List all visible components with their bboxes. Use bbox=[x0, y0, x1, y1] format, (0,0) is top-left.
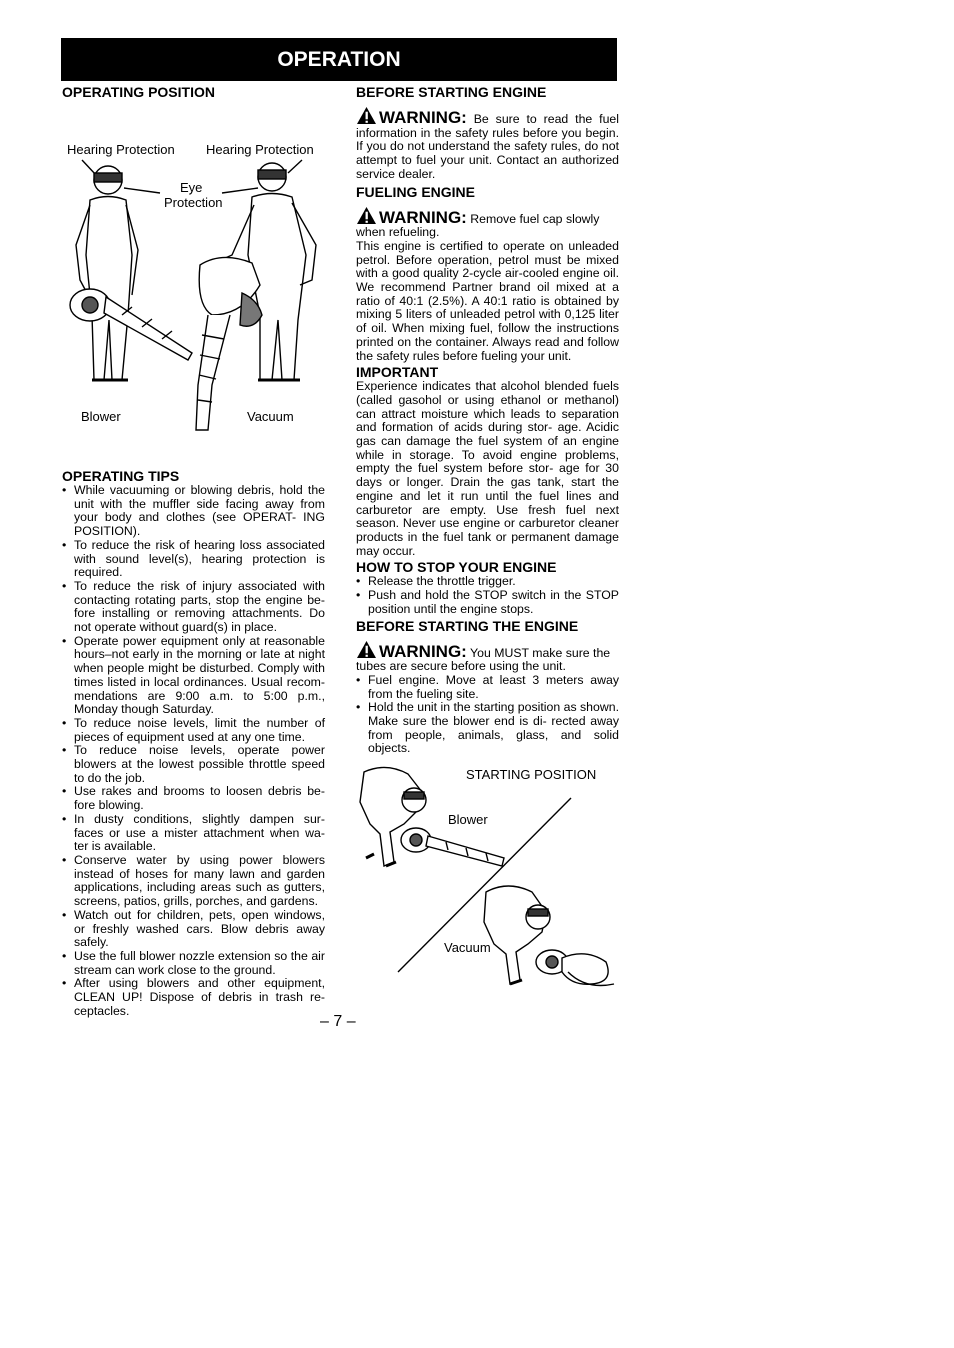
section-title-banner: OPERATION bbox=[61, 38, 617, 81]
operating-tips-heading: OPERATING TIPS bbox=[62, 468, 180, 484]
hearing-protection-right-label: Hearing Protection bbox=[206, 142, 314, 157]
starting-position-illustration bbox=[356, 762, 619, 997]
list-item: • While vacuuming or blowing debris, hold the unit with the muffler side facing away from your body and clothes (see OPERAT- ING POSITION). bbox=[62, 484, 325, 539]
fueling-engine-heading: FUELING ENGINE bbox=[356, 183, 476, 200]
vacuum-label: Vacuum bbox=[247, 409, 294, 424]
page-number: – 7 – bbox=[320, 1013, 356, 1030]
warning-word: WARNING: bbox=[379, 108, 467, 127]
before-starting-list bbox=[356, 674, 619, 756]
list-item: • In dusty conditions, slightly dampen sur- faces or use a mister attachment when wa- ter is available. bbox=[62, 813, 325, 854]
operating-position-figure bbox=[62, 100, 325, 435]
starting-vacuum-label: Vacuum bbox=[444, 940, 491, 956]
stop-engine-list bbox=[356, 575, 619, 616]
list-item: • Use rakes and brooms to loosen debris be- fore blowing. bbox=[62, 785, 325, 812]
list-item: • Watch out for children, pets, open windows, or freshly washed cars. Blow debris away safely. bbox=[62, 909, 325, 950]
list-item: • Conserve water by using power blowers instead of hoses for many lawn and garden applications, including areas such as gutters, screens, patios, grills, porches, and gardens. bbox=[62, 854, 325, 909]
before-starting-heading: BEFORE STARTING ENGINE bbox=[356, 84, 547, 100]
list-item: • Push and hold the STOP switch in the STOP position until the engine stops. bbox=[356, 589, 619, 616]
list-item: • To reduce the risk of injury associated with contacting rotating parts, stop the engine be- fore installing or removing attachments. Do not operate without guard(s) in place. bbox=[62, 580, 325, 635]
operating-position-heading: OPERATING POSITION bbox=[62, 84, 215, 100]
list-item: • Use the full blower nozzle extension so the air stream can work close to the ground. bbox=[62, 950, 325, 977]
operating-tips-list bbox=[62, 484, 325, 1018]
left-column bbox=[62, 84, 325, 1018]
warning-paragraph bbox=[356, 640, 619, 674]
right-column bbox=[356, 84, 619, 997]
warning-text: Remove fuel cap slowly when refueling. bbox=[356, 211, 600, 240]
list-item: • Fuel engine. Move at least 3 meters away from the fueling site. bbox=[356, 674, 619, 701]
blower-label: Blower bbox=[81, 409, 121, 424]
eye-label: Eye bbox=[180, 180, 203, 195]
warning-paragraph bbox=[356, 106, 619, 182]
hearing-protection-left-label: Hearing Protection bbox=[67, 142, 175, 157]
warning-word: WARNING: bbox=[379, 207, 467, 227]
warning-paragraph bbox=[356, 206, 619, 240]
warning-text: Be sure to read the fuel information in the safety rules before you begin. If you do not understand the safety rules, do not attempt to fuel your unit. Contact an authorized service dealer. bbox=[356, 112, 619, 181]
starting-position-figure bbox=[356, 762, 619, 997]
list-item: • Operate power equipment only at reasonable hours–not early in the morning or late at night when people might be disturbed. Comply with times listed in local ordinances. Usual recom- mendations are 9:00 a.m. to 5:00 p.m., Monday though Saturday. bbox=[62, 635, 325, 717]
fueling-text: This engine is certified to operate on unleaded petrol. Before operation, petrol must be mixed with a good quality 2-cycle air-cooled engine oil. We recommend Partner brand oil mixed at a ratio of 40:1 (2.5%). A 40:1 ratio is obtained by mixing 5 liters of unleaded petrol with 0,125 liter of oil. When mixing fuel, follow the instructions printed on the container. Always read and follow the safety rules before fueling your unit. bbox=[356, 238, 619, 363]
starting-blower-label: Blower bbox=[448, 812, 488, 828]
list-item: • To reduce the risk of hearing loss associated with sound level(s), hearing protection is required. bbox=[62, 539, 325, 580]
list-item: • After using blowers and other equipment, CLEAN UP! Dispose of debris in trash re- ceptacles. bbox=[62, 977, 325, 1018]
warning-text: You MUST make sure the tubes are secure before using the unit. bbox=[356, 645, 611, 674]
list-item: • Release the throttle trigger. bbox=[356, 575, 619, 589]
list-item: • Hold the unit in the starting position as shown. Make sure the blower end is di- rected away from people, animals, glass, and solid objects. bbox=[356, 701, 619, 756]
stop-engine-heading: HOW TO STOP YOUR ENGINE bbox=[356, 559, 557, 576]
warning-icon bbox=[356, 206, 377, 225]
warning-icon bbox=[356, 640, 377, 659]
list-item: • To reduce noise levels, operate power blowers at the lowest possible throttle speed to do the job. bbox=[62, 744, 325, 785]
warning-word: WARNING: bbox=[379, 641, 467, 661]
important-heading: IMPORTANT bbox=[356, 364, 439, 381]
operators-illustration bbox=[62, 155, 325, 435]
starting-position-label: STARTING POSITION bbox=[466, 767, 597, 783]
list-item: • To reduce noise levels, limit the number of pieces of equipment used at any one time. bbox=[62, 717, 325, 744]
warning-icon bbox=[356, 106, 377, 125]
before-starting-the-engine-heading: BEFORE STARTING THE ENGINE bbox=[356, 617, 579, 634]
protection-label: Protection bbox=[164, 195, 223, 210]
important-text: Experience indicates that alcohol blended fuels (called gasohol or using ethanol or methanol) can attract moisture which leads to separation and formation of acids during stor- age. Acidic gas can damage the fuel system of an engine while in storage. To avoid engine problems, empty the fuel system before stor- age for 30 days or longer. Drain the gas tank, start the engine and let it run until the fuel lines and carburetor are empty. Use fresh fuel next season. Never use engine or carburetor cleaner products in the fuel tank or permanent damage may occur. bbox=[356, 379, 619, 558]
